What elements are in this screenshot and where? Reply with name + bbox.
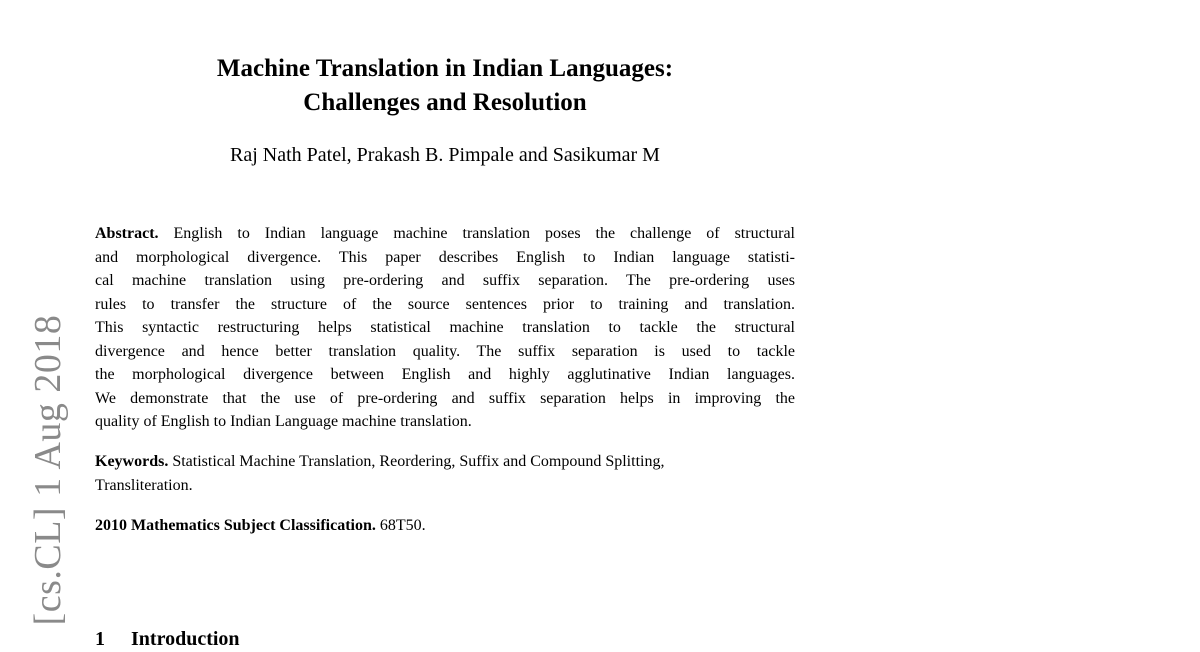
section-title: Introduction bbox=[131, 628, 240, 650]
abstract-line: quality of English to Indian Language machine translation. bbox=[95, 413, 472, 430]
section-heading bbox=[95, 626, 240, 652]
keywords-line: Transliteration. bbox=[95, 477, 193, 494]
abstract bbox=[95, 222, 795, 434]
title-line-1: Machine Translation in Indian Languages: bbox=[216, 55, 674, 82]
abstract-line: the morphological divergence between English and highly agglutinative Indian languages. bbox=[95, 366, 795, 383]
keywords bbox=[95, 450, 795, 498]
paper-title bbox=[95, 52, 795, 120]
abstract-line: This syntactic restructuring helps statistical machine translation to tackle the structural bbox=[95, 319, 795, 336]
abstract-line bbox=[95, 222, 795, 246]
abstract-label: Abstract. bbox=[95, 225, 159, 242]
abstract-line: rules to transfer the structure of the source sentences prior to training and translation. bbox=[95, 295, 795, 313]
section-number: 1 bbox=[95, 628, 105, 650]
abstract-line: We demonstrate that the use of pre-ordering and suffix separation helps in improving the bbox=[95, 389, 795, 407]
keywords-line bbox=[95, 450, 795, 474]
abstract-line: divergence and hence better translation quality. The suffix separation is used to tackle bbox=[95, 342, 795, 360]
keywords-text: Statistical Machine Translation, Reordering, Suffix and Compound Splitting, bbox=[172, 453, 665, 470]
msc-value: 68T50. bbox=[379, 517, 426, 534]
abstract-line: cal machine translation using pre-ordering and suffix separation. The pre-ordering uses bbox=[95, 272, 795, 289]
keywords-label: Keywords. bbox=[95, 453, 169, 470]
title-line-2: Challenges and Resolution bbox=[303, 89, 587, 116]
abstract-text: English to Indian language machine translation poses the challenge of structural bbox=[173, 225, 796, 242]
authors: Raj Nath Patel, Prakash B. Pimpale and Sasikumar M bbox=[230, 144, 660, 166]
abstract-line: and morphological divergence. This paper describes English to Indian language statisti- bbox=[95, 248, 795, 266]
arxiv-stamp: [cs.CL] 1 Aug 2018 bbox=[27, 314, 69, 626]
msc-classification bbox=[95, 514, 795, 538]
msc-label: 2010 Mathematics Subject Classification. bbox=[95, 517, 376, 534]
